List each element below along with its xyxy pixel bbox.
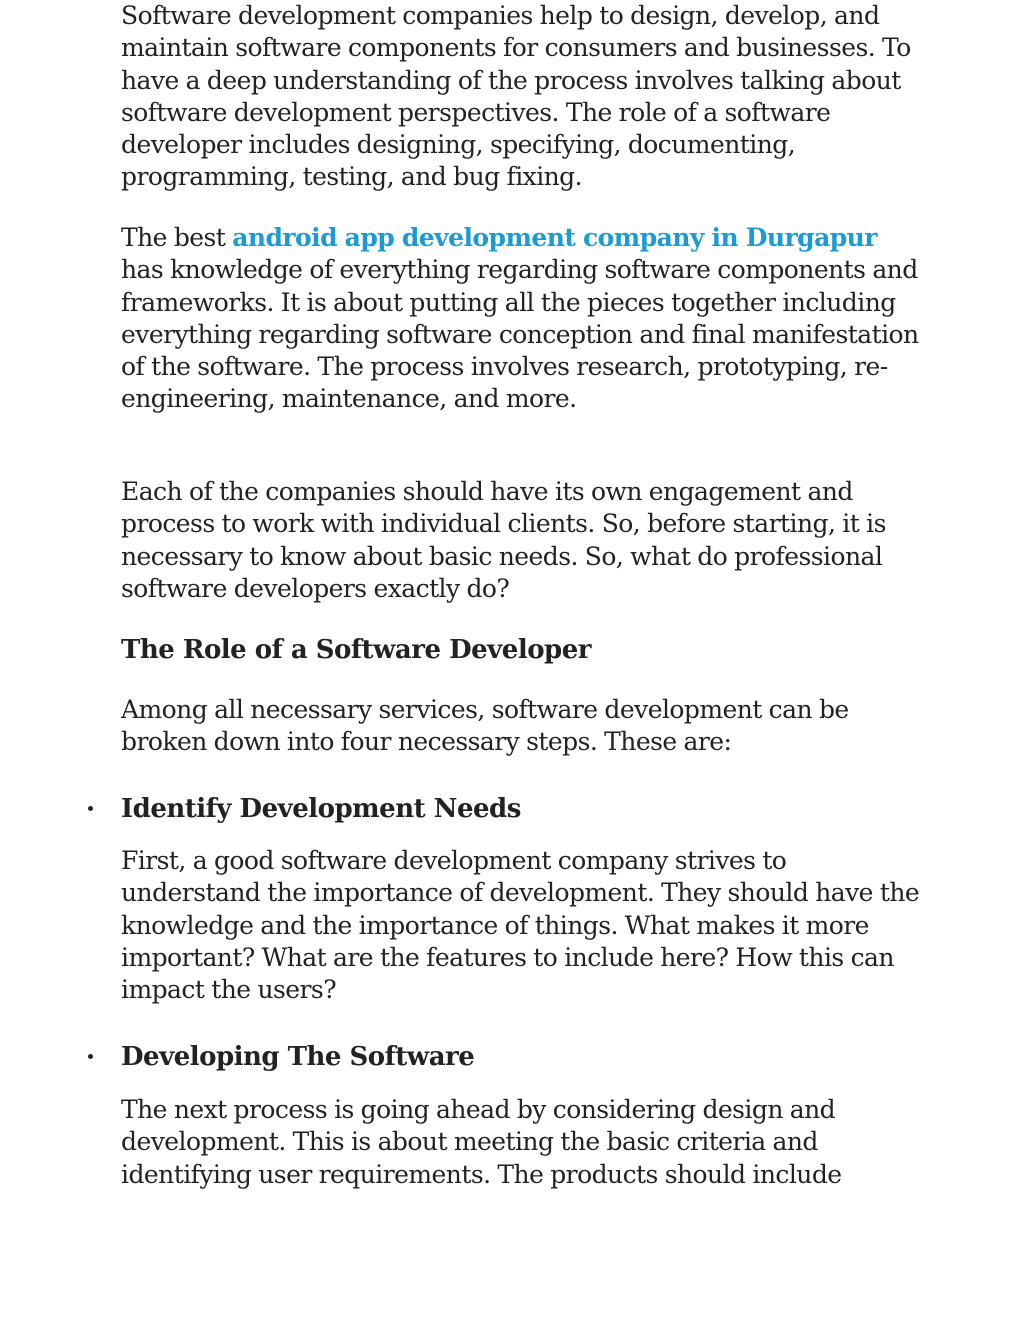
bullet-icon: [88, 1054, 93, 1059]
best-text-before-link: The best: [121, 223, 233, 252]
step-heading: [121, 793, 521, 825]
bullet-icon: [88, 806, 93, 811]
role-section-heading: The Role of a Software Developer: [121, 635, 591, 665]
step-heading-text: Identify Development Needs: [121, 794, 521, 824]
step-paragraph: First, a good software development company strives to understand the importance of development. They should have the knowledge and the importance of things. What makes it more important? What are the features to include here? How this can impact the users?: [121, 846, 920, 1005]
best-text-after-link: has knowledge of everything regarding software components and frameworks. It is about putting all the pieces together including everything regarding software conception and final manifestation of the software. The process involves research, prototyping, re-engineering, maintenance, and more.: [121, 255, 919, 414]
android-app-development-link[interactable]: android app development company in Durgapur: [232, 223, 877, 252]
engagement-paragraph: Each of the companies should have its own engagement and process to work with individual clients. So, before starting, it is necessary to know about basic needs. So, what do professional software developers exactly do?: [121, 477, 886, 603]
step-paragraph: The next process is going ahead by considering design and development. This is about meeting the basic criteria and identifying user requirements. The products should include: [121, 1095, 842, 1189]
step-heading: [121, 1041, 474, 1073]
role-section-paragraph: Among all necessary services, software development can be broken down into four necessary steps. These are:: [121, 695, 849, 757]
best-company-paragraph: [121, 222, 921, 416]
intro-paragraph: Software development companies help to design, develop, and maintain software components for consumers and businesses. To have a deep understanding of the process involves talking about software development perspectives. The role of a software developer includes designing, specifying, documenting, programming, testing, and bug fixing.: [121, 1, 911, 192]
step-heading-text: Developing The Software: [121, 1042, 475, 1072]
